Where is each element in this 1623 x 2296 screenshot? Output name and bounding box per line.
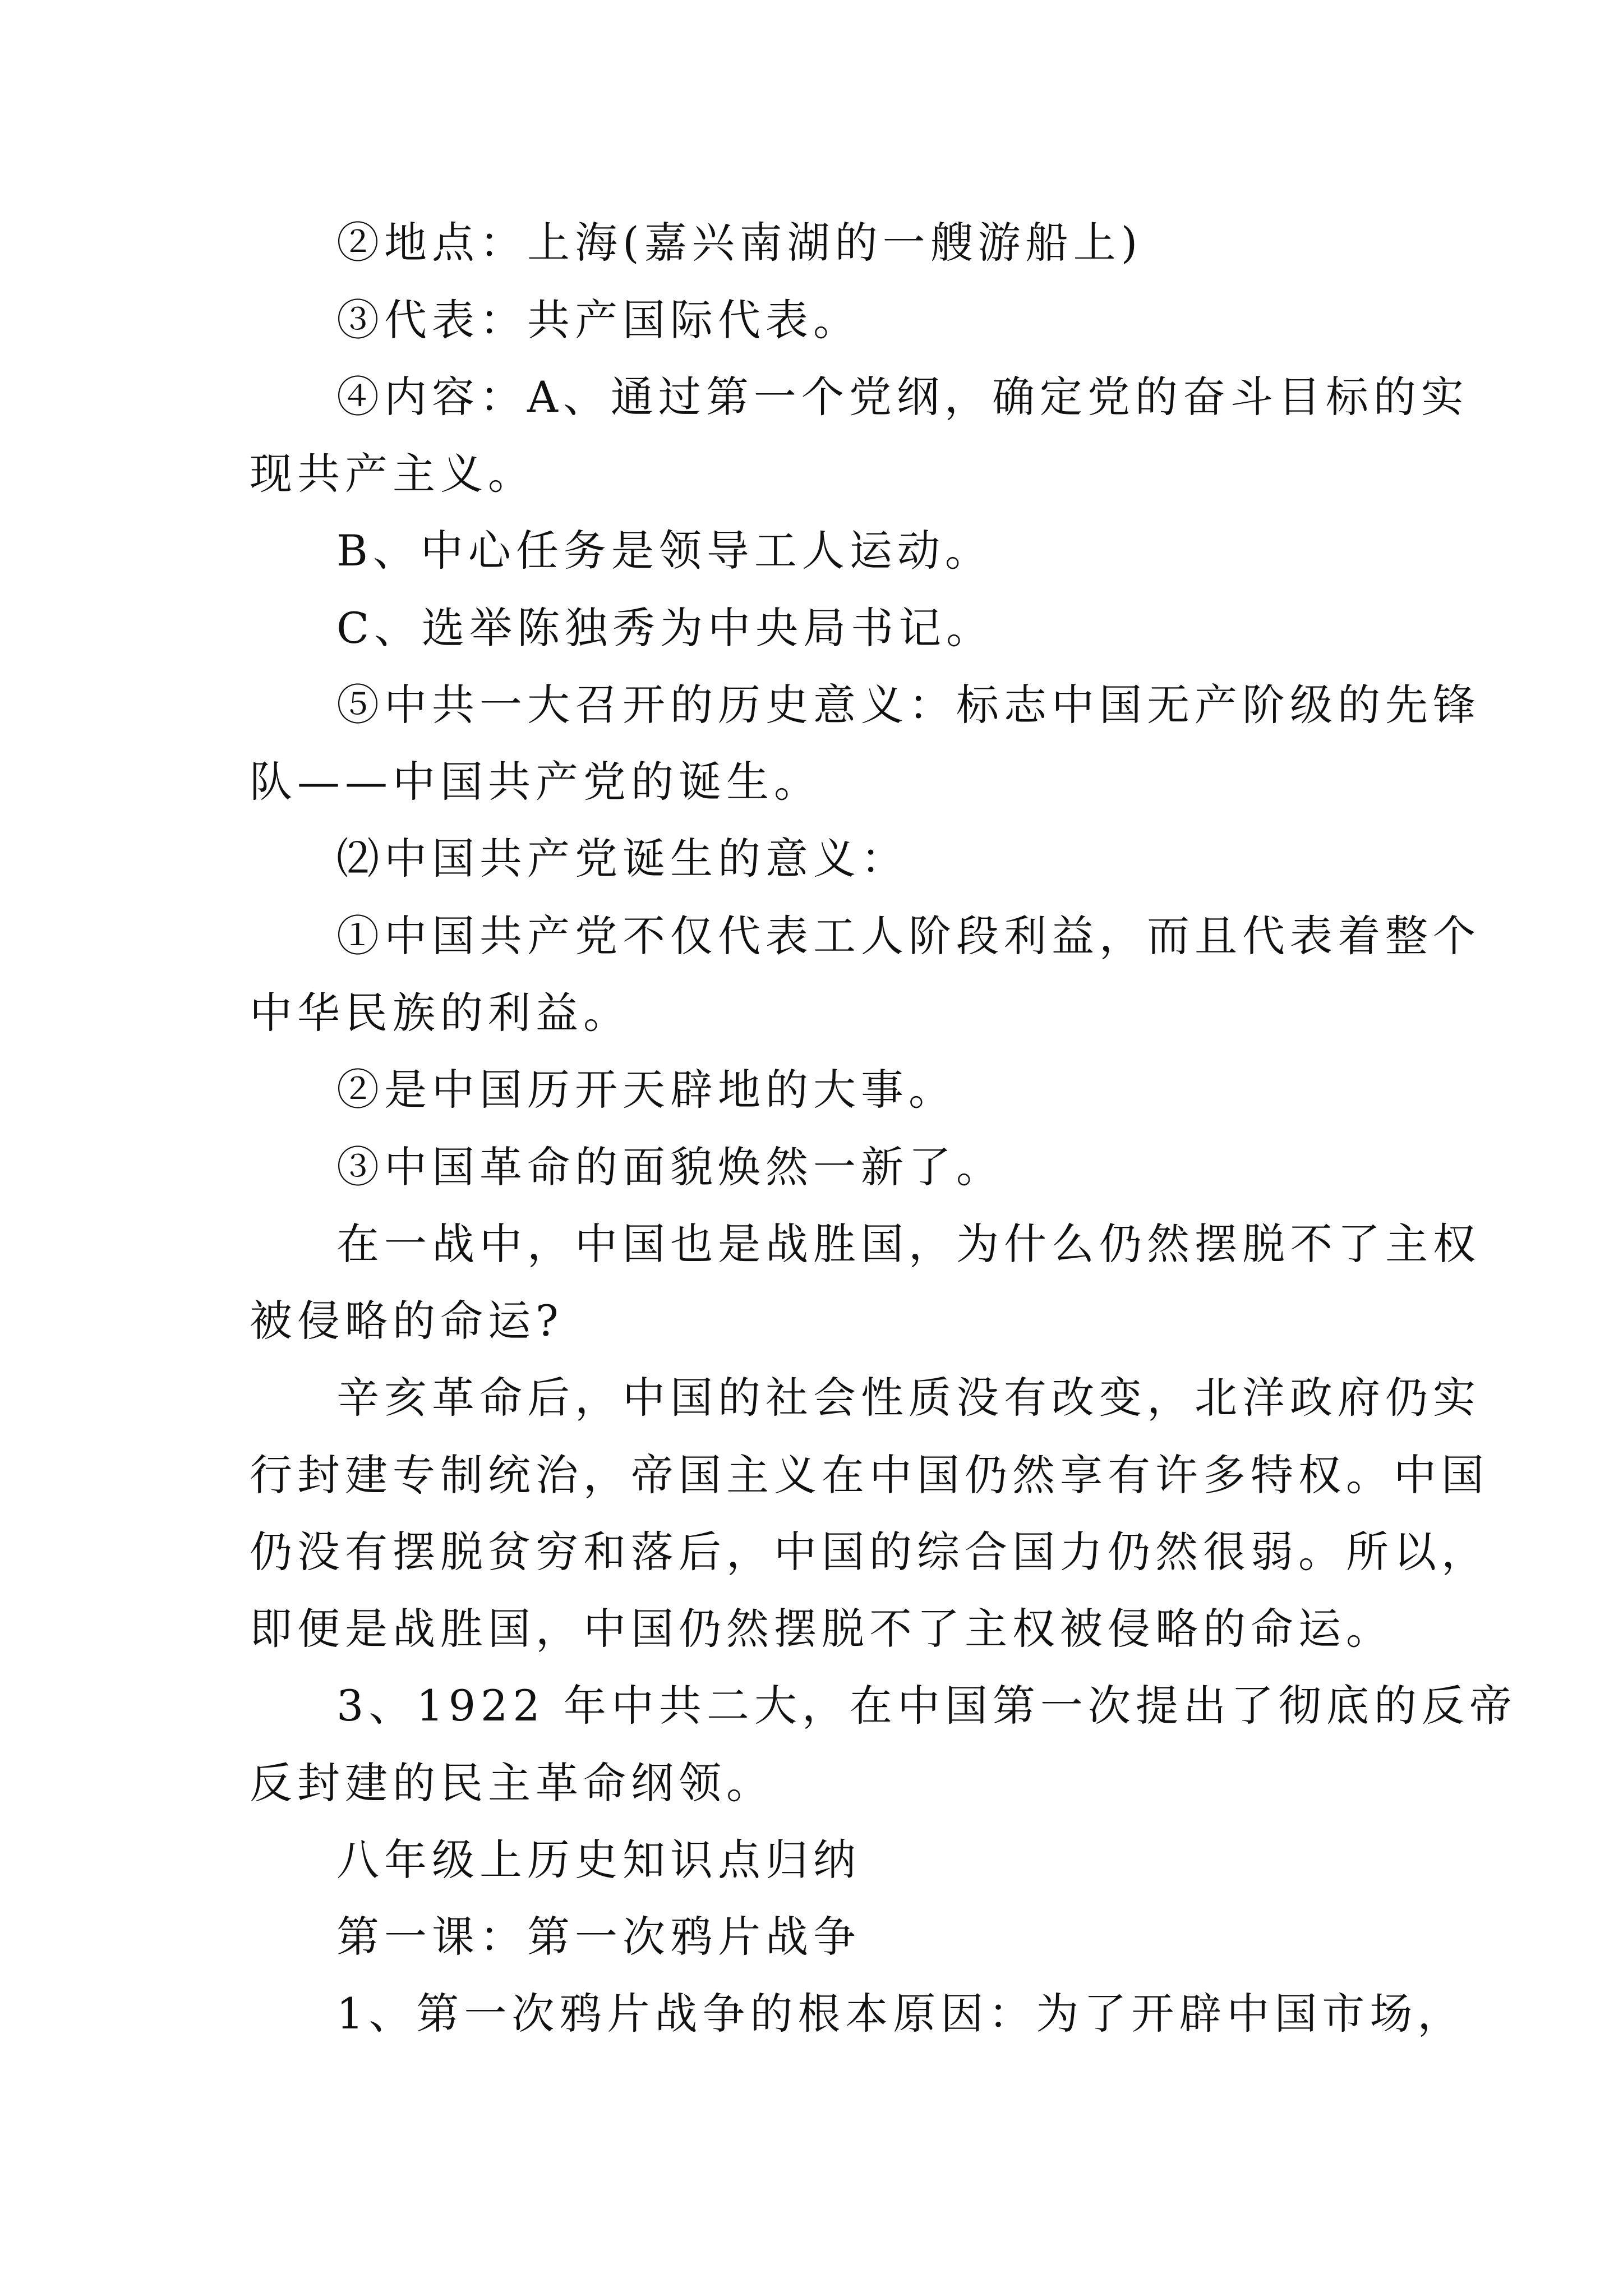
text-line: 被侵略的命运? bbox=[250, 1296, 564, 1346]
lesson-heading: 第一课：第一次鸦片战争 bbox=[336, 1912, 861, 1962]
text-line: ④内容：A、通过第一个党纲，确定党的奋斗目标的实 bbox=[336, 372, 1469, 422]
text-line: B、中心任务是领导工人运动。 bbox=[336, 526, 993, 576]
text-line: ①中国共产党不仅代表工人阶段利益，而且代表着整个 bbox=[336, 911, 1481, 961]
text-line: 现共产主义。 bbox=[250, 449, 536, 499]
text-line: 中华民族的利益。 bbox=[250, 988, 631, 1038]
text-line: 1、第一次鸦片战争的根本原因：为了开辟中国市场， bbox=[336, 1989, 1465, 2039]
text-line: 3、1922 年中共二大，在中国第一次提出了彻底的反帝 bbox=[336, 1681, 1517, 1731]
text-line: ③中国革命的面貌焕然一新了。 bbox=[336, 1142, 1004, 1192]
text-line: 反封建的民主革命纲领。 bbox=[250, 1758, 774, 1808]
text-line: 在一战中，中国也是战胜国，为什么仍然摆脱不了主权 bbox=[336, 1219, 1481, 1269]
text-line: ⑵中国共产党诞生的意义： bbox=[336, 834, 909, 884]
text-line: ②是中国历开天辟地的大事。 bbox=[336, 1065, 956, 1115]
text-line: 行封建专制统治，帝国主义在中国仍然享有许多特权。中国 bbox=[250, 1450, 1489, 1500]
text-line: 即便是战胜国，中国仍然摆脱不了主权被侵略的命运。 bbox=[250, 1604, 1394, 1654]
text-line: ③代表：共产国际代表。 bbox=[336, 295, 861, 345]
text-line: C、选举陈独秀为中央局书记。 bbox=[336, 603, 994, 653]
section-heading: 八年级上历史知识点归纳 bbox=[336, 1835, 861, 1885]
text-line: 仍没有摆脱贫穷和落后，中国的综合国力仍然很弱。所以， bbox=[250, 1527, 1489, 1577]
text-line: 辛亥革命后，中国的社会性质没有改变，北洋政府仍实 bbox=[336, 1373, 1481, 1423]
text-line: ⑤中共一大召开的历史意义：标志中国无产阶级的先锋 bbox=[336, 680, 1481, 730]
text-line: 队——中国共产党的诞生。 bbox=[250, 757, 822, 807]
text-line: ②地点：上海(嘉兴南湖的一艘游船上) bbox=[336, 218, 1143, 268]
